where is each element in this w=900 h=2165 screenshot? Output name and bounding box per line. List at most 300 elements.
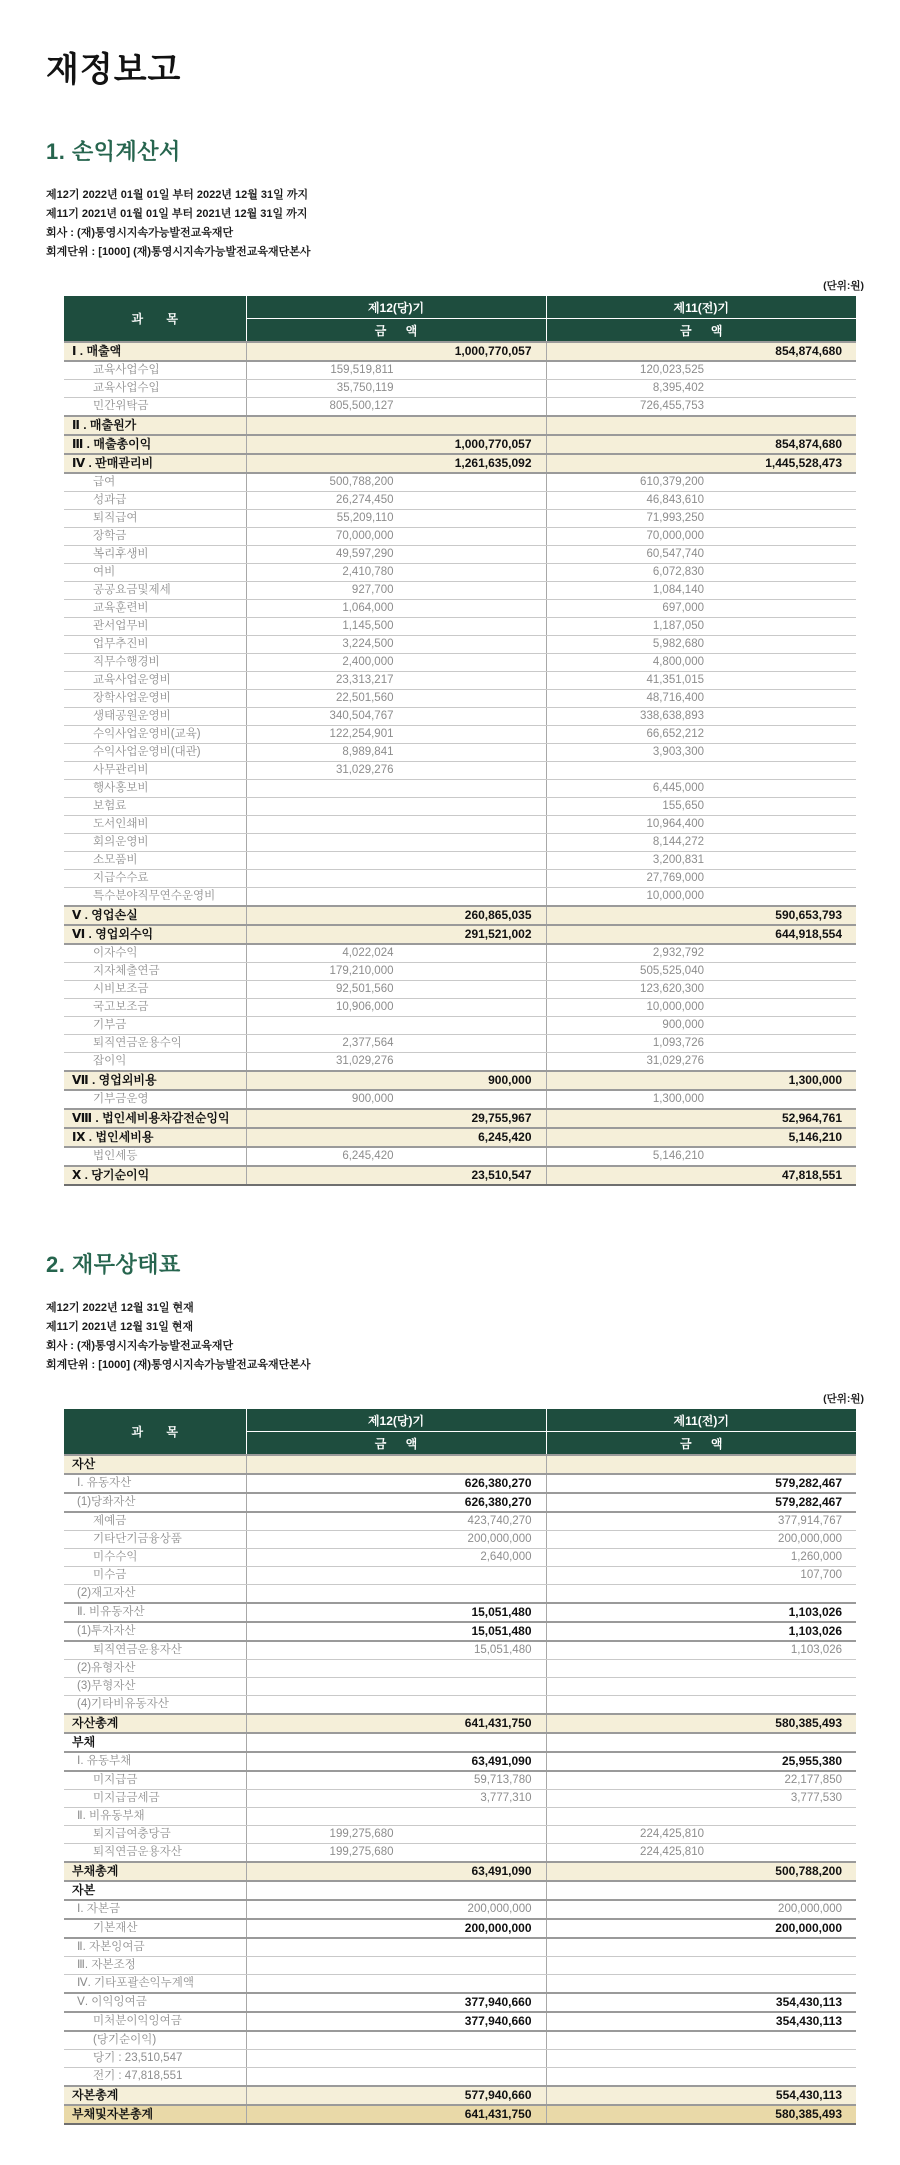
- row-amount: [546, 1585, 856, 1604]
- row-label: 미수수익: [64, 1549, 246, 1567]
- table-row: [64, 1603, 856, 1622]
- row-label: 공공요금및제세: [64, 582, 246, 600]
- table-row: [64, 708, 856, 726]
- row-amount: 46,843,610: [546, 492, 856, 510]
- row-label: 미지급금세금: [64, 1790, 246, 1808]
- row-label: 시비보조금: [64, 981, 246, 999]
- table-row: [64, 1531, 856, 1549]
- table-row: [64, 1957, 856, 1975]
- row-label: 관서업무비: [64, 618, 246, 636]
- table-row: [64, 1919, 856, 1938]
- row-amount: 31,029,276: [546, 1053, 856, 1072]
- row-amount: [246, 1455, 546, 1474]
- row-amount: [246, 1808, 546, 1826]
- row-amount: [246, 888, 546, 907]
- table-row: [64, 361, 856, 380]
- table-row: [64, 380, 856, 398]
- table-row: [64, 1493, 856, 1512]
- row-label: 이자수익: [64, 944, 246, 963]
- row-amount: 6,245,420: [246, 1147, 546, 1166]
- table-row: [64, 1660, 856, 1678]
- table-row: [64, 416, 856, 435]
- table-row: [64, 1826, 856, 1844]
- row-label: 교육사업운영비: [64, 672, 246, 690]
- table-row: [64, 1808, 856, 1826]
- table-row: [64, 1696, 856, 1715]
- row-label: 기본재산: [64, 1919, 246, 1938]
- row-amount: 15,051,480: [246, 1641, 546, 1660]
- row-amount: 59,713,780: [246, 1771, 546, 1790]
- row-amount: [246, 1678, 546, 1696]
- row-amount: 590,653,793: [546, 906, 856, 925]
- row-amount: [246, 2050, 546, 2068]
- row-label: (2)재고자산: [64, 1585, 246, 1604]
- row-label: Ⅱ . 매출원가: [64, 416, 246, 435]
- row-amount: 29,755,967: [246, 1109, 546, 1128]
- row-amount: 354,430,113: [546, 2012, 856, 2031]
- row-label: 행사홍보비: [64, 780, 246, 798]
- meta-line: 회계단위 : [1000] (재)통영시지속가능발전교육재단본사: [46, 246, 311, 258]
- row-amount: 66,652,212: [546, 726, 856, 744]
- table-row: [64, 870, 856, 888]
- row-amount: [246, 870, 546, 888]
- table-row: [64, 1752, 856, 1771]
- row-amount: 4,800,000: [546, 654, 856, 672]
- row-amount: 122,254,901: [246, 726, 546, 744]
- row-label: 퇴직급여: [64, 510, 246, 528]
- row-amount: 260,865,035: [246, 906, 546, 925]
- table-row: [64, 1862, 856, 1881]
- row-amount: 92,501,560: [246, 981, 546, 999]
- row-amount: 641,431,750: [246, 1714, 546, 1733]
- row-amount: [546, 1938, 856, 1957]
- row-label: 민간위탁금: [64, 398, 246, 417]
- row-amount: 338,638,893: [546, 708, 856, 726]
- row-amount: [246, 834, 546, 852]
- table-row: [64, 1641, 856, 1660]
- row-amount: 1,064,000: [246, 600, 546, 618]
- row-amount: [246, 416, 546, 435]
- row-amount: 47,818,551: [546, 1166, 856, 1185]
- row-label: 장학금: [64, 528, 246, 546]
- row-amount: [546, 1733, 856, 1752]
- table-row: [64, 1790, 856, 1808]
- table-row: [64, 454, 856, 473]
- row-amount: 25,955,380: [546, 1752, 856, 1771]
- row-amount: 179,210,000: [246, 963, 546, 981]
- row-amount: 1,445,528,473: [546, 454, 856, 473]
- row-amount: [246, 798, 546, 816]
- row-amount: 200,000,000: [546, 1900, 856, 1919]
- row-amount: 23,510,547: [246, 1166, 546, 1185]
- table-row: [64, 1678, 856, 1696]
- row-amount: 805,500,127: [246, 398, 546, 417]
- row-amount: 626,380,270: [246, 1474, 546, 1493]
- table-row: [64, 762, 856, 780]
- row-amount: 200,000,000: [246, 1531, 546, 1549]
- row-label: (1)당좌자산: [64, 1493, 246, 1512]
- section-heading-income-statement: 1. 손익계산서: [46, 139, 181, 164]
- table-row: [64, 2050, 856, 2068]
- row-amount: 63,491,090: [246, 1752, 546, 1771]
- table-row: [64, 2012, 856, 2031]
- column-header-amount-current: 금 액: [246, 1432, 546, 1456]
- row-label: 교육사업수입: [64, 361, 246, 380]
- table-row: [64, 981, 856, 999]
- table-row: [64, 1993, 856, 2012]
- table-row: [64, 690, 856, 708]
- table-row: [64, 1900, 856, 1919]
- table-row: [64, 816, 856, 834]
- row-amount: [546, 1678, 856, 1696]
- row-label: 제예금: [64, 1512, 246, 1531]
- row-label: (3)무형자산: [64, 1678, 246, 1696]
- row-amount: 31,029,276: [246, 762, 546, 780]
- column-header-amount-current: 금 액: [246, 319, 546, 343]
- row-amount: 377,940,660: [246, 2012, 546, 2031]
- row-label: Ⅳ. 기타포괄손익누계액: [64, 1975, 246, 1994]
- table-row: [64, 726, 856, 744]
- row-label: Ⅰ . 매출액: [64, 342, 246, 361]
- table-row: [64, 1714, 856, 1733]
- table-row: [64, 2031, 856, 2050]
- row-amount: [546, 1696, 856, 1715]
- row-amount: 579,282,467: [546, 1474, 856, 1493]
- unit-label: (단위:원): [823, 1393, 864, 1405]
- row-label: Ⅷ . 법인세비용차감전순잉익: [64, 1109, 246, 1128]
- row-label: (4)기타비유동자산: [64, 1696, 246, 1715]
- row-label: Ⅸ . 법인세비용: [64, 1128, 246, 1147]
- row-amount: 577,940,660: [246, 2086, 546, 2105]
- row-amount: [546, 416, 856, 435]
- row-label: 업무추진비: [64, 636, 246, 654]
- row-amount: [246, 1017, 546, 1035]
- row-label: Ⅴ. 이익잉여금: [64, 1993, 246, 2012]
- row-label: 기타단기금융상품: [64, 1531, 246, 1549]
- row-amount: 55,209,110: [246, 510, 546, 528]
- row-label: Ⅶ . 영업외비용: [64, 1071, 246, 1090]
- table-row: [64, 672, 856, 690]
- row-amount: 377,914,767: [546, 1512, 856, 1531]
- column-header-amount-prior: 금 액: [546, 1432, 856, 1456]
- row-amount: 199,275,680: [246, 1844, 546, 1863]
- table-row: [64, 473, 856, 492]
- row-amount: [546, 1660, 856, 1678]
- table-row: [64, 510, 856, 528]
- row-amount: 200,000,000: [246, 1900, 546, 1919]
- table-row: [64, 834, 856, 852]
- row-amount: 23,313,217: [246, 672, 546, 690]
- row-amount: 10,906,000: [246, 999, 546, 1017]
- row-amount: 63,491,090: [246, 1862, 546, 1881]
- table-row: [64, 1622, 856, 1641]
- row-label: 성과급: [64, 492, 246, 510]
- table-row: [64, 2086, 856, 2105]
- row-amount: 41,351,015: [546, 672, 856, 690]
- row-amount: 2,932,792: [546, 944, 856, 963]
- row-label: 회의운영비: [64, 834, 246, 852]
- table-row: [64, 654, 856, 672]
- row-label: 직무수행경비: [64, 654, 246, 672]
- table-row: [64, 398, 856, 417]
- row-amount: [246, 1938, 546, 1957]
- section-balance-sheet: [34, 1248, 866, 2125]
- table-row: [64, 1147, 856, 1166]
- row-label: 장학사업운영비: [64, 690, 246, 708]
- row-label: 생태공원운영비: [64, 708, 246, 726]
- row-label: 미처분이익잉여금: [64, 2012, 246, 2031]
- row-label: 지자체출연금: [64, 963, 246, 981]
- section-heading-balance-sheet: 2. 재무상태표: [46, 1252, 181, 1277]
- row-amount: [246, 852, 546, 870]
- row-amount: 199,275,680: [246, 1826, 546, 1844]
- table-row: [64, 963, 856, 981]
- table-row: [64, 1512, 856, 1531]
- table-row: [64, 2068, 856, 2087]
- row-amount: 200,000,000: [246, 1919, 546, 1938]
- row-label: 퇴직연금운용자산: [64, 1844, 246, 1863]
- row-amount: 644,918,554: [546, 925, 856, 944]
- row-label: Ⅱ. 비유동부채: [64, 1808, 246, 1826]
- row-amount: 27,769,000: [546, 870, 856, 888]
- row-label: 여비: [64, 564, 246, 582]
- row-label: 당기 : 23,510,547: [64, 2050, 246, 2068]
- row-amount: 52,964,761: [546, 1109, 856, 1128]
- table-row: [64, 852, 856, 870]
- row-amount: 500,788,200: [246, 473, 546, 492]
- row-amount: 900,000: [246, 1071, 546, 1090]
- row-amount: [546, 2050, 856, 2068]
- meta-line: 제12기 2022년 12월 31일 현재: [46, 1302, 194, 1314]
- table-row: [64, 1733, 856, 1752]
- table-row: [64, 618, 856, 636]
- row-amount: [546, 762, 856, 780]
- row-label: Ⅰ. 유동자산: [64, 1474, 246, 1493]
- row-amount: [246, 2031, 546, 2050]
- table-row: [64, 1474, 856, 1493]
- row-amount: 927,700: [246, 582, 546, 600]
- row-amount: 2,410,780: [246, 564, 546, 582]
- row-label: (1)투자자산: [64, 1622, 246, 1641]
- table-row: [64, 342, 856, 361]
- row-amount: 60,547,740: [546, 546, 856, 564]
- row-amount: 580,385,493: [546, 1714, 856, 1733]
- row-amount: 3,777,530: [546, 1790, 856, 1808]
- row-amount: 423,740,270: [246, 1512, 546, 1531]
- row-amount: 8,989,841: [246, 744, 546, 762]
- row-amount: [246, 1567, 546, 1585]
- row-amount: 200,000,000: [546, 1531, 856, 1549]
- row-label: 미지급금: [64, 1771, 246, 1790]
- row-label: 자본: [64, 1881, 246, 1900]
- table-row: [64, 1071, 856, 1090]
- row-amount: 22,177,850: [546, 1771, 856, 1790]
- meta-line: 회사 : (재)통영시지속가능발전교육재단: [46, 1340, 234, 1352]
- table-row: [64, 435, 856, 454]
- table-row: [64, 888, 856, 907]
- row-amount: 107,700: [546, 1567, 856, 1585]
- meta-line: 제11기 2021년 01월 01일 부터 2021년 12월 31일 까지: [46, 208, 308, 220]
- row-amount: 8,144,272: [546, 834, 856, 852]
- table-row: [64, 906, 856, 925]
- table-row: [64, 546, 856, 564]
- row-amount: 5,982,680: [546, 636, 856, 654]
- table-row: [64, 528, 856, 546]
- row-amount: 1,103,026: [546, 1622, 856, 1641]
- row-amount: 1,103,026: [546, 1603, 856, 1622]
- column-header-amount-prior: 금 액: [546, 319, 856, 343]
- row-label: Ⅵ . 영업외수익: [64, 925, 246, 944]
- row-amount: 49,597,290: [246, 546, 546, 564]
- row-amount: [246, 780, 546, 798]
- meta-line: 제11기 2021년 12월 31일 현재: [46, 1321, 194, 1333]
- table-row: [64, 1017, 856, 1035]
- table-row: [64, 798, 856, 816]
- row-label: 지급수수료: [64, 870, 246, 888]
- table-row: [64, 944, 856, 963]
- row-amount: 224,425,810: [546, 1826, 856, 1844]
- row-label: 교육훈련비: [64, 600, 246, 618]
- row-amount: 2,400,000: [246, 654, 546, 672]
- section-meta: [46, 186, 866, 262]
- row-amount: 2,640,000: [246, 1549, 546, 1567]
- row-amount: 4,022,024: [246, 944, 546, 963]
- column-header-period-prior: 제11(전)기: [546, 296, 856, 319]
- row-amount: 200,000,000: [546, 1919, 856, 1938]
- row-label: Ⅲ . 매출총이익: [64, 435, 246, 454]
- row-amount: [546, 2068, 856, 2087]
- row-amount: 2,377,564: [246, 1035, 546, 1053]
- row-amount: 3,777,310: [246, 1790, 546, 1808]
- row-amount: 1,187,050: [546, 618, 856, 636]
- row-amount: 610,379,200: [546, 473, 856, 492]
- row-label: 잡이익: [64, 1053, 246, 1072]
- table-row: [64, 1053, 856, 1072]
- table-row: [64, 925, 856, 944]
- row-label: 법인세등: [64, 1147, 246, 1166]
- row-label: 퇴직연금운용자산: [64, 1641, 246, 1660]
- row-amount: [246, 1975, 546, 1994]
- row-amount: [246, 1733, 546, 1752]
- row-amount: 1,093,726: [546, 1035, 856, 1053]
- table-row: [64, 1938, 856, 1957]
- section-income-statement: [34, 135, 866, 1186]
- row-amount: 1,084,140: [546, 582, 856, 600]
- row-label: 특수분야직무연수운영비: [64, 888, 246, 907]
- row-label: 부채총계: [64, 1862, 246, 1881]
- row-label: Ⅰ. 자본금: [64, 1900, 246, 1919]
- income-statement-table: [64, 296, 856, 1186]
- table-row: [64, 1567, 856, 1585]
- table-row: [64, 1035, 856, 1053]
- row-amount: 1,260,000: [546, 1549, 856, 1567]
- row-label: 도서인쇄비: [64, 816, 246, 834]
- row-label: 급여: [64, 473, 246, 492]
- row-amount: 159,519,811: [246, 361, 546, 380]
- table-row: [64, 600, 856, 618]
- row-amount: 8,395,402: [546, 380, 856, 398]
- table-row: [64, 1455, 856, 1474]
- row-amount: 15,051,480: [246, 1603, 546, 1622]
- column-header-period-current: 제12(당)기: [246, 296, 546, 319]
- column-header-subject: 과 목: [64, 296, 246, 342]
- table-row: [64, 492, 856, 510]
- row-label: 자산: [64, 1455, 246, 1474]
- column-header-period-prior: 제11(전)기: [546, 1409, 856, 1432]
- row-label: 퇴직연금운용수익: [64, 1035, 246, 1053]
- row-amount: [246, 1585, 546, 1604]
- column-header-period-current: 제12(당)기: [246, 1409, 546, 1432]
- row-amount: [246, 1660, 546, 1678]
- row-label: 기부금: [64, 1017, 246, 1035]
- row-label: 사무관리비: [64, 762, 246, 780]
- row-amount: 48,716,400: [546, 690, 856, 708]
- table-row: [64, 1166, 856, 1185]
- row-amount: [546, 1975, 856, 1994]
- row-label: Ⅹ . 당기순이익: [64, 1166, 246, 1185]
- row-amount: [546, 1957, 856, 1975]
- row-amount: 3,903,300: [546, 744, 856, 762]
- table-row: [64, 2105, 856, 2124]
- row-amount: 1,300,000: [546, 1090, 856, 1109]
- row-amount: 726,455,753: [546, 398, 856, 417]
- row-label: Ⅴ . 영업손실: [64, 906, 246, 925]
- row-amount: [546, 2031, 856, 2050]
- table-row: [64, 744, 856, 762]
- row-amount: 900,000: [546, 1017, 856, 1035]
- row-label: Ⅱ. 자본잉여금: [64, 1938, 246, 1957]
- row-amount: 5,146,210: [546, 1147, 856, 1166]
- row-amount: 505,525,040: [546, 963, 856, 981]
- row-amount: 70,000,000: [546, 528, 856, 546]
- row-amount: [546, 1881, 856, 1900]
- table-row: [64, 636, 856, 654]
- row-amount: 1,000,770,057: [246, 342, 546, 361]
- row-amount: 15,051,480: [246, 1622, 546, 1641]
- unit-label: (단위:원): [823, 280, 864, 292]
- row-label: (2)유형자산: [64, 1660, 246, 1678]
- section-meta: [46, 1299, 866, 1375]
- row-amount: [246, 1957, 546, 1975]
- row-amount: 1,145,500: [246, 618, 546, 636]
- table-row: [64, 1881, 856, 1900]
- meta-line: 회사 : (재)통영시지속가능발전교육재단: [46, 227, 234, 239]
- row-amount: 10,000,000: [546, 888, 856, 907]
- row-amount: [246, 1696, 546, 1715]
- row-label: 부채: [64, 1733, 246, 1752]
- row-amount: 500,788,200: [546, 1862, 856, 1881]
- row-amount: 10,964,400: [546, 816, 856, 834]
- row-label: 복리후생비: [64, 546, 246, 564]
- row-label: 부채및자본총계: [64, 2105, 246, 2124]
- row-amount: 6,445,000: [546, 780, 856, 798]
- row-amount: 1,103,026: [546, 1641, 856, 1660]
- table-row: [64, 1844, 856, 1863]
- row-label: (당기순이익): [64, 2031, 246, 2050]
- row-amount: 377,940,660: [246, 1993, 546, 2012]
- table-row: [64, 564, 856, 582]
- table-row: [64, 780, 856, 798]
- row-label: Ⅲ. 자본조정: [64, 1957, 246, 1975]
- meta-line: 회계단위 : [1000] (재)통영시지속가능발전교육재단본사: [46, 1359, 311, 1371]
- table-row: [64, 582, 856, 600]
- row-label: 기부금운영: [64, 1090, 246, 1109]
- table-row: [64, 1975, 856, 1994]
- row-amount: 1,261,635,092: [246, 454, 546, 473]
- row-amount: 5,146,210: [546, 1128, 856, 1147]
- column-header-subject: 과 목: [64, 1409, 246, 1455]
- row-amount: 340,504,767: [246, 708, 546, 726]
